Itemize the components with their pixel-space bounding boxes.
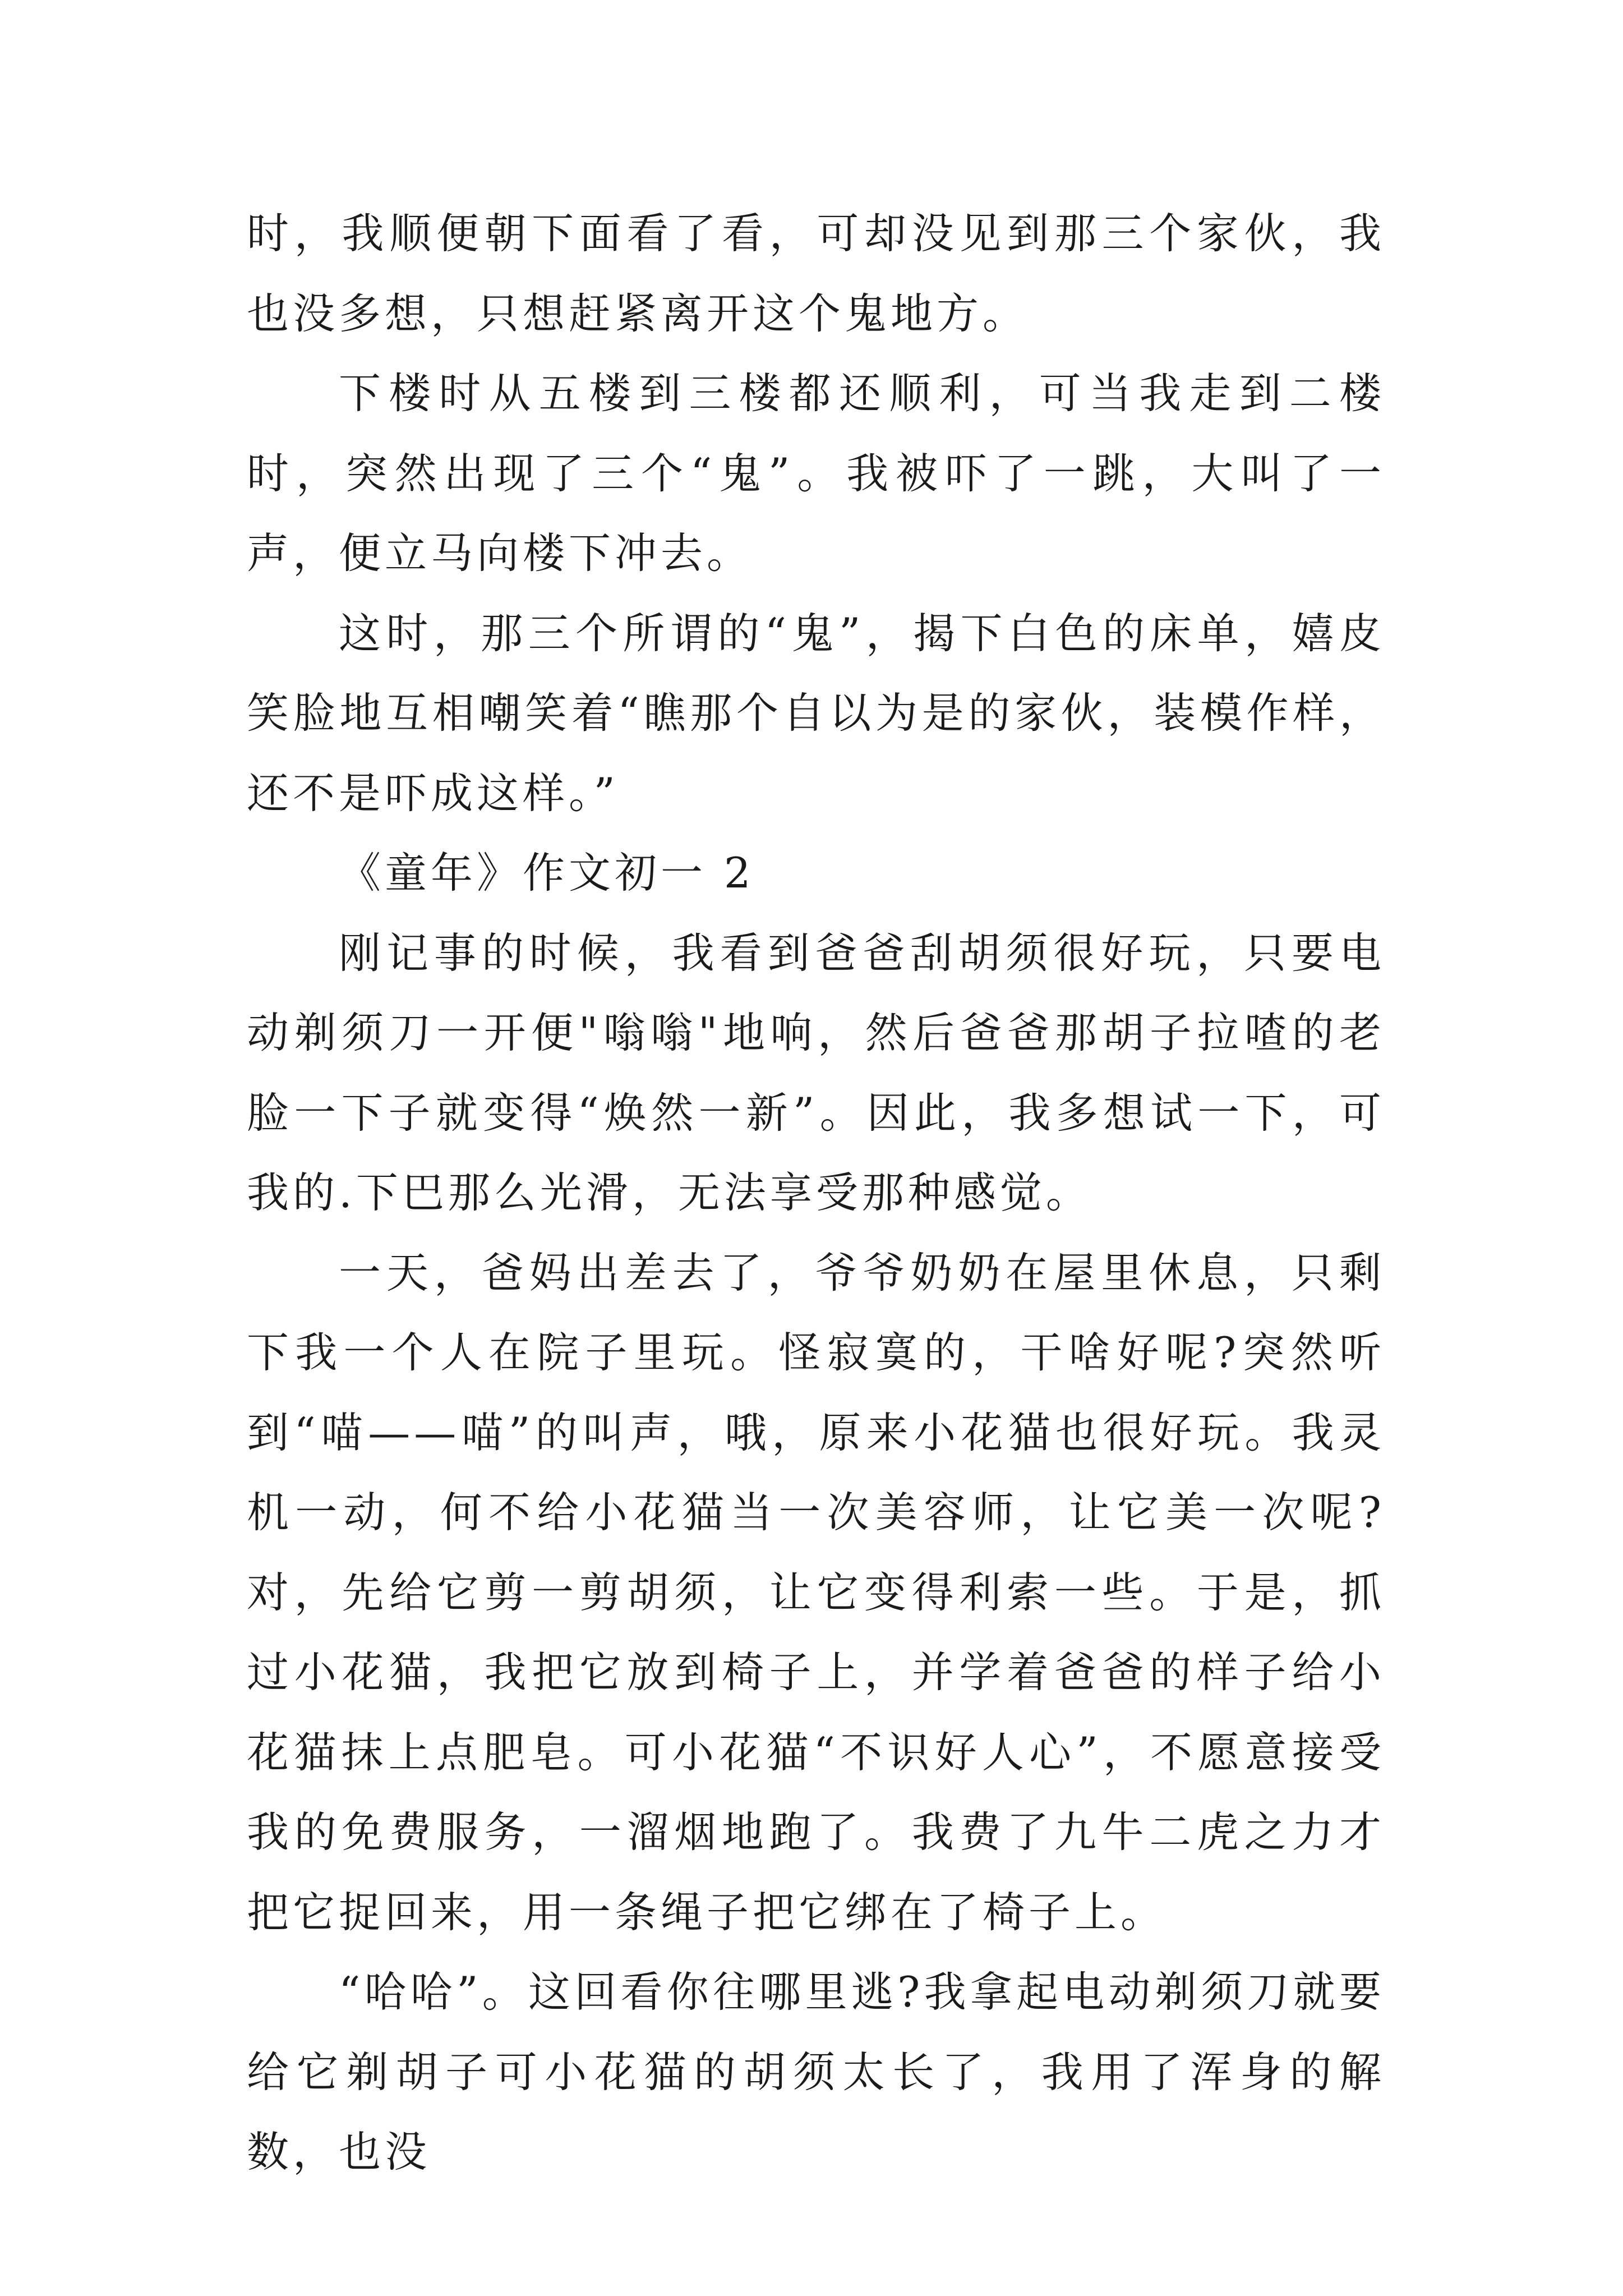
paragraph-2: 下楼时从五楼到三楼都还顺利，可当我走到二楼时，突然出现了三个“鬼”。我被吓了一跳，大叫了一声，便立马向楼下冲去。 <box>247 369 1385 578</box>
document-body <box>247 194 1385 2192</box>
paragraph-3: 这时，那三个所谓的“鬼”，揭下白色的床单，嬉皮笑脸地互相嘲笑着“瞧那个自以为是的家伙，装模作样，还不是吓成这样。” <box>247 608 1385 818</box>
paragraph-1: 时，我顺便朝下面看了看，可却没见到那三个家伙，我也没多想，只想赶紧离开这个鬼地方。 <box>247 209 1385 338</box>
section-title: 《童年》作文初一 2 <box>339 848 755 898</box>
paragraph-4: 刚记事的时候，我看到爸爸刮胡须很好玩，只要电动剃须刀一开便"嗡嗡"地响，然后爸爸那胡子拉喳的老脸一下子就变得“焕然一新”。因此，我多想试一下，可我的.下巴那么光滑，无法享受那种感觉。 <box>247 928 1385 1217</box>
paragraph-5: 一天，爸妈出差去了，爷爷奶奶在屋里休息，只剩下我一个人在院子里玩。怪寂寞的，干啥好呢?突然听到“喵——喵”的叫声，哦，原来小花猫也很好玩。我灵机一动，何不给小花猫当一次美容师，让它美一次呢?对，先给它剪一剪胡须，让它变得利索一些。于是，抓过小花猫，我把它放到椅子上，并学着爸爸的样子给小花猫抹上点肥皂。可小花猫“不识好人心”，不愿意接受我的免费服务，一溜烟地跑了。我费了九牛二虎之力才把它捉回来，用一条绳子把它绑在了椅子上。 <box>247 1248 1385 1937</box>
paragraph-6: “哈哈”。这回看你往哪里逃?我拿起电动剃须刀就要给它剃胡子可小花猫的胡须太长了，我用了浑身的解数，也没 <box>247 1967 1385 2177</box>
